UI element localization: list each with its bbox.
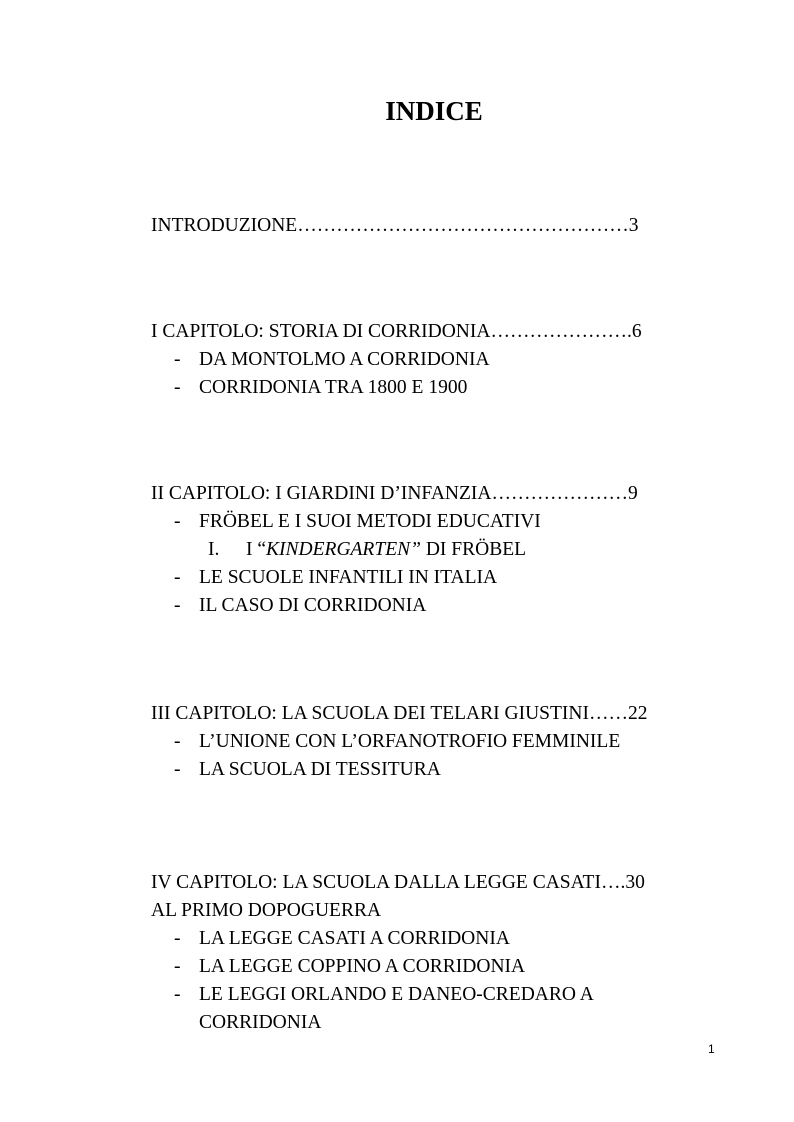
toc-entry-chapter-1: I CAPITOLO: STORIA DI CORRIDONIA………………….6 bbox=[151, 321, 642, 342]
toc-subentry bbox=[174, 346, 490, 374]
toc-subentry-label: DA MONTOLMO A CORRIDONIA bbox=[199, 349, 490, 370]
toc-subentry-label: LE SCUOLE INFANTILI IN ITALIA bbox=[199, 567, 498, 588]
toc-subentry-label: LA LEGGE CASATI A CORRIDONIA bbox=[199, 928, 510, 949]
toc-subentry bbox=[174, 592, 426, 620]
toc-subentry bbox=[174, 728, 620, 756]
list-dash: - bbox=[174, 956, 181, 977]
toc-subentry-label: LA SCUOLA DI TESSITURA bbox=[199, 759, 441, 780]
toc-subsubentry bbox=[208, 536, 526, 564]
toc-entry-chapter-2: II CAPITOLO: I GIARDINI D’INFANZIA…………………9 bbox=[151, 483, 638, 504]
list-dash: - bbox=[174, 731, 181, 752]
toc-subentry bbox=[174, 756, 441, 784]
toc-subsubentry-italic: KINDERGARTEN” bbox=[266, 539, 421, 560]
roman-numeral: I. bbox=[208, 539, 220, 560]
page-title: INDICE bbox=[385, 96, 483, 126]
toc-subentry-continued: CORRIDONIA bbox=[199, 1012, 322, 1033]
toc-subsubentry-post: DI FRÖBEL bbox=[420, 539, 527, 560]
list-dash: - bbox=[174, 759, 181, 780]
toc-subentry bbox=[174, 953, 525, 981]
toc-subentry-label: IL CASO DI CORRIDONIA bbox=[199, 595, 427, 616]
list-dash: - bbox=[174, 984, 181, 1005]
list-dash: - bbox=[174, 377, 181, 398]
toc-subentry bbox=[174, 564, 497, 592]
list-dash: - bbox=[174, 595, 181, 616]
toc-subentry-label: LA LEGGE COPPINO A CORRIDONIA bbox=[199, 956, 526, 977]
toc-entry-chapter-4-continued: AL PRIMO DOPOGUERRA bbox=[151, 900, 382, 921]
toc-subentry bbox=[174, 508, 541, 536]
toc-subentry bbox=[174, 981, 594, 1009]
toc-entry-chapter-4: IV CAPITOLO: LA SCUOLA DALLA LEGGE CASATI….30 bbox=[151, 872, 645, 893]
toc-subentry-label: FRÖBEL E I SUOI METODI EDUCATIVI bbox=[199, 511, 541, 532]
list-dash: - bbox=[174, 567, 181, 588]
page-number: 1 bbox=[708, 1042, 715, 1056]
toc-subentry bbox=[174, 374, 467, 402]
list-dash: - bbox=[174, 511, 181, 532]
toc-entry-introduzione: INTRODUZIONE……………………………………………3 bbox=[151, 215, 639, 236]
toc-subentry-label: L’UNIONE CON L’ORFANOTROFIO FEMMINILE bbox=[199, 731, 621, 752]
toc-subentry bbox=[174, 925, 510, 953]
toc-subentry-label: LE LEGGI ORLANDO E DANEO-CREDARO A bbox=[199, 984, 594, 1005]
toc-subentry-label: CORRIDONIA TRA 1800 E 1900 bbox=[199, 377, 468, 398]
list-dash: - bbox=[174, 349, 181, 370]
list-dash: - bbox=[174, 928, 181, 949]
toc-subsubentry-pre: I “ bbox=[246, 539, 267, 560]
toc-entry-chapter-3: III CAPITOLO: LA SCUOLA DEI TELARI GIUSTINI……22 bbox=[151, 703, 648, 724]
